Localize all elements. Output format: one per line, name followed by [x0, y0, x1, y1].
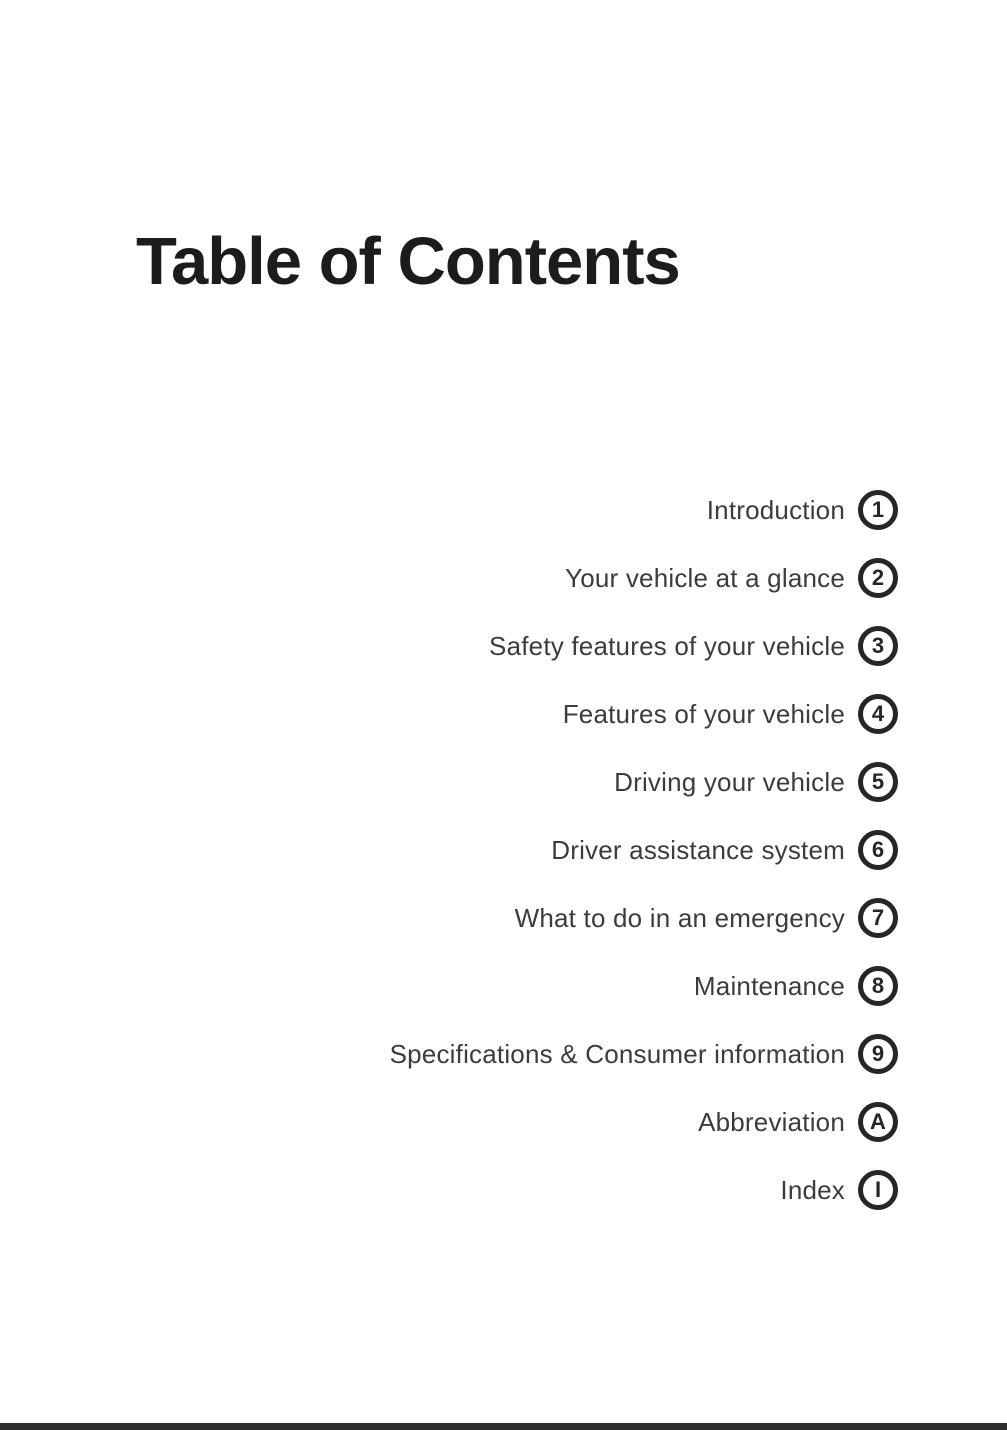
chapter-number-badge — [858, 762, 898, 802]
toc-item-label: Driver assistance system — [551, 834, 845, 865]
toc-item-safety-features[interactable] — [390, 612, 898, 680]
chapter-number: 6 — [871, 837, 885, 862]
toc-item-emergency[interactable] — [390, 884, 898, 952]
chapter-number-badge — [858, 898, 898, 938]
chapter-number-badge — [858, 1034, 898, 1074]
toc-item-abbreviation[interactable] — [390, 1088, 898, 1156]
chapter-number: 3 — [871, 633, 885, 658]
toc-item-label: Introduction — [706, 494, 845, 525]
chapter-number: A — [870, 1109, 886, 1134]
chapter-number: 4 — [871, 701, 885, 726]
chapter-number: I — [874, 1177, 882, 1202]
chapter-number: 5 — [871, 769, 885, 794]
chapter-number: 2 — [871, 565, 885, 590]
page-title: Table of Contents — [136, 224, 680, 299]
chapter-number: 9 — [871, 1041, 885, 1066]
toc-item-label: Index — [780, 1174, 845, 1205]
toc-item-introduction[interactable] — [390, 476, 898, 544]
toc-item-features-of-vehicle[interactable] — [390, 680, 898, 748]
chapter-number-badge — [858, 830, 898, 870]
chapter-number: 8 — [871, 973, 885, 998]
chapter-number-badge — [858, 1102, 898, 1142]
toc-item-label: Abbreviation — [698, 1106, 845, 1137]
chapter-number-badge — [858, 490, 898, 530]
chapter-number: 1 — [871, 497, 885, 522]
chapter-number-badge — [858, 626, 898, 666]
toc-item-label: Features of your vehicle — [562, 698, 845, 729]
toc-item-label: Specifications & Consumer information — [389, 1038, 845, 1069]
toc-item-vehicle-at-a-glance[interactable] — [390, 544, 898, 612]
chapter-number-badge — [858, 1170, 898, 1210]
toc-item-label: Maintenance — [693, 970, 845, 1001]
toc-item-label: What to do in an emergency — [514, 902, 845, 933]
chapter-number: 7 — [871, 905, 885, 930]
chapter-number-badge — [858, 558, 898, 598]
toc-item-label: Your vehicle at a glance — [565, 562, 845, 593]
chapter-number-badge — [858, 694, 898, 734]
toc-list — [390, 476, 898, 1224]
toc-item-label: Safety features of your vehicle — [489, 630, 845, 661]
toc-item-maintenance[interactable] — [390, 952, 898, 1020]
toc-item-label: Driving your vehicle — [614, 766, 845, 797]
toc-item-driving-your-vehicle[interactable] — [390, 748, 898, 816]
toc-item-index[interactable] — [390, 1156, 898, 1224]
toc-item-driver-assistance[interactable] — [390, 816, 898, 884]
toc-item-specifications[interactable] — [390, 1020, 898, 1088]
chapter-number-badge — [858, 966, 898, 1006]
page-bottom-rule — [0, 1423, 1007, 1430]
